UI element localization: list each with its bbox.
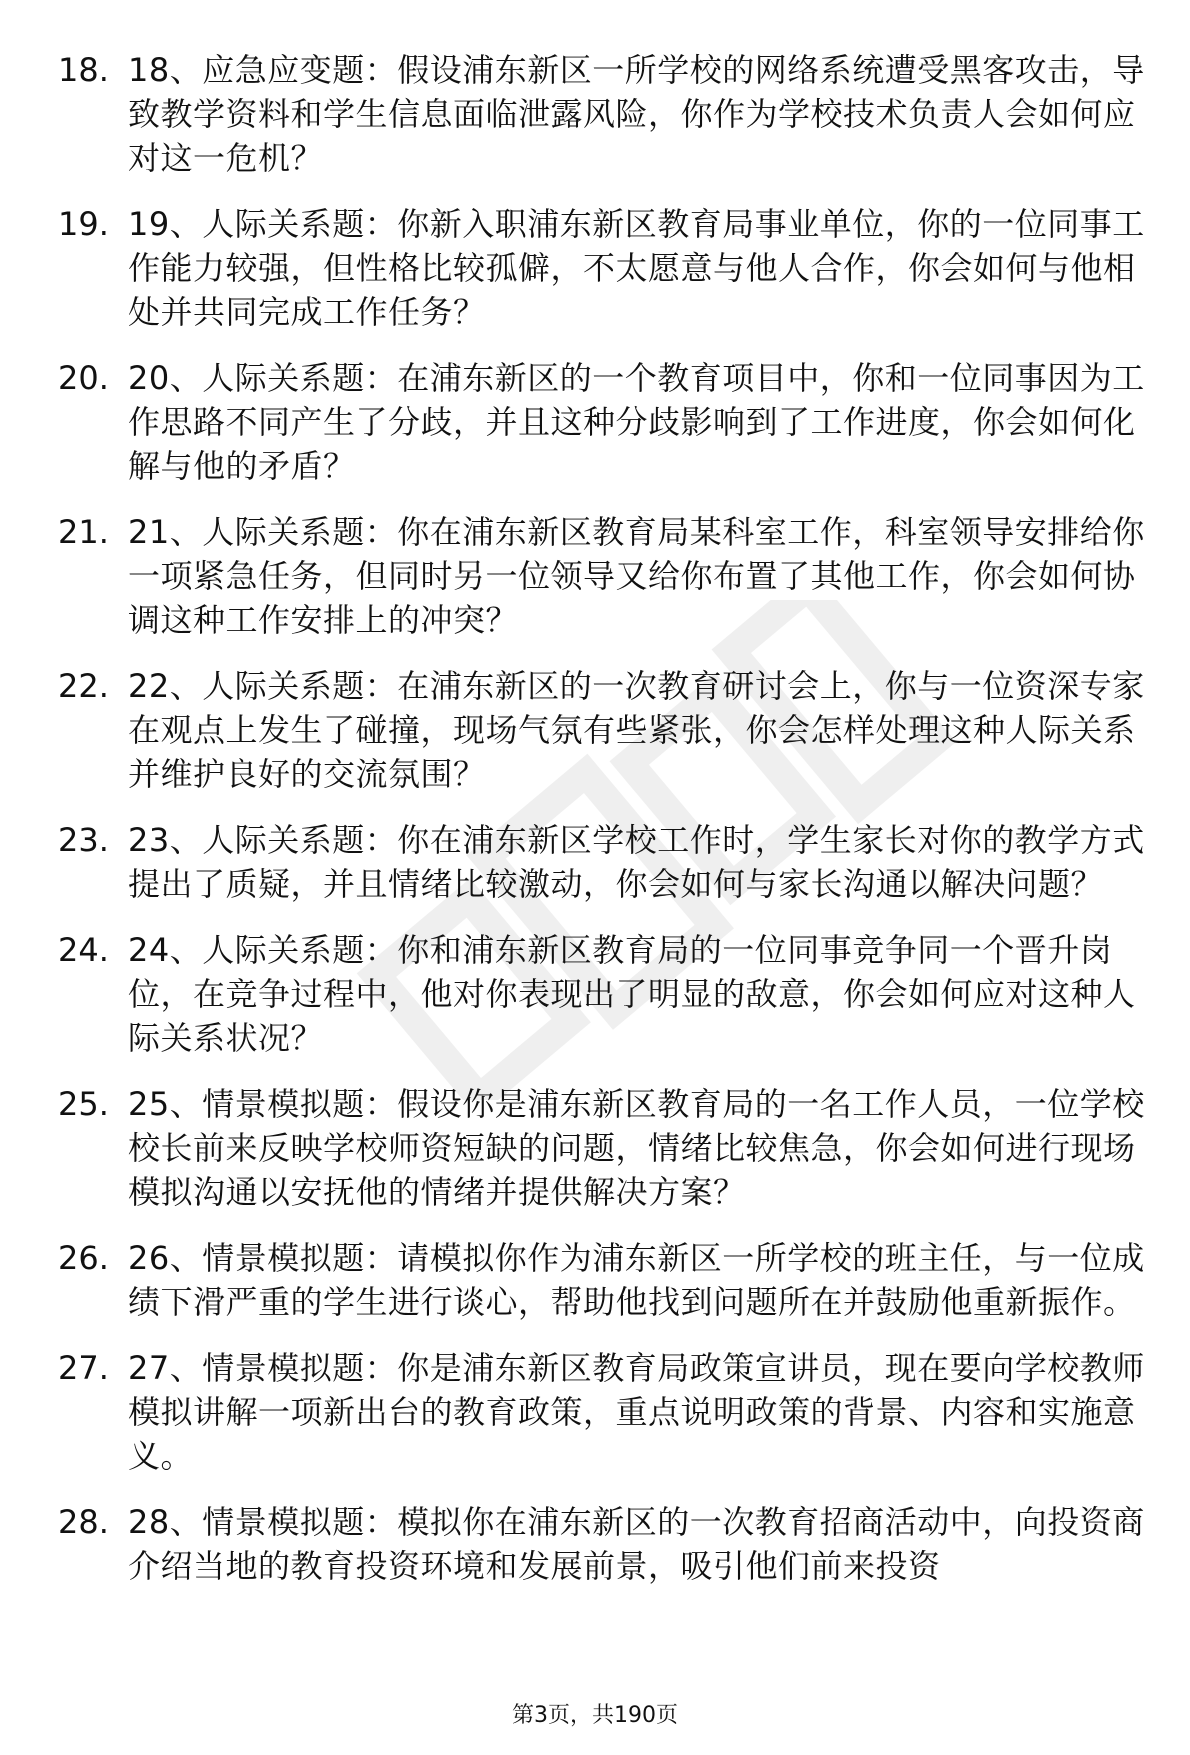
question-number: 28. [58, 1503, 109, 1541]
question-number: 18. [58, 51, 109, 89]
question-number: 26. [58, 1239, 109, 1277]
question-text: 24、人际关系题：你和浦东新区教育局的一位同事竞争同一个晋升岗位，在竞争过程中，他对你表现出了明显的敌意，你会如何应对这种人际关系状况？ [128, 931, 1136, 1057]
list-item [0, 1500, 1190, 1588]
question-number: 24. [58, 931, 109, 969]
question-number: 22. [58, 667, 109, 705]
question-number: 27. [58, 1349, 109, 1387]
question-number: 20. [58, 359, 109, 397]
list-item [0, 928, 1190, 1060]
question-text: 28、情景模拟题：模拟你在浦东新区的一次教育招商活动中，向投资商介绍当地的教育投资环境和发展前景，吸引他们前来投资 [128, 1503, 1145, 1585]
list-item [0, 818, 1190, 906]
list-item [0, 510, 1190, 642]
question-text: 20、人际关系题：在浦东新区的一个教育项目中，你和一位同事因为工作思路不同产生了分歧，并且这种分歧影响到了工作进度，你会如何化解与他的矛盾？ [128, 359, 1145, 485]
list-item [0, 1346, 1190, 1478]
question-text: 27、情景模拟题：你是浦东新区教育局政策宣讲员，现在要向学校教师模拟讲解一项新出台的教育政策，重点说明政策的背景、内容和实施意义。 [128, 1349, 1145, 1475]
question-list [0, 48, 1190, 1610]
list-item [0, 1082, 1190, 1214]
question-text: 23、人际关系题：你在浦东新区学校工作时，学生家长对你的教学方式提出了质疑，并且情绪比较激动，你会如何与家长沟通以解决问题？ [128, 821, 1145, 903]
list-item [0, 664, 1190, 796]
question-number: 21. [58, 513, 109, 551]
list-item [0, 202, 1190, 334]
list-item [0, 48, 1190, 180]
question-text: 18、应急应变题：假设浦东新区一所学校的网络系统遭受黑客攻击，导致教学资料和学生信息面临泄露风险，你作为学校技术负责人会如何应对这一危机？ [128, 51, 1145, 177]
list-item [0, 1236, 1190, 1324]
list-item [0, 356, 1190, 488]
page-footer: 第3页，共190页 [512, 1703, 678, 1728]
question-text: 26、情景模拟题：请模拟你作为浦东新区一所学校的班主任，与一位成绩下滑严重的学生进行谈心，帮助他找到问题所在并鼓励他重新振作。 [128, 1239, 1145, 1321]
question-number: 23. [58, 821, 109, 859]
question-number: 25. [58, 1085, 109, 1123]
question-text: 22、人际关系题：在浦东新区的一次教育研讨会上，你与一位资深专家在观点上发生了碰撞，现场气氛有些紧张，你会怎样处理这种人际关系并维护良好的交流氛围？ [128, 667, 1145, 793]
question-number: 19. [58, 205, 109, 243]
question-text: 19、人际关系题：你新入职浦东新区教育局事业单位，你的一位同事工作能力较强，但性格比较孤僻，不太愿意与他人合作，你会如何与他相处并共同完成工作任务？ [128, 205, 1145, 331]
question-text: 25、情景模拟题：假设你是浦东新区教育局的一名工作人员，一位学校校长前来反映学校师资短缺的问题，情绪比较焦急，你会如何进行现场模拟沟通以安抚他的情绪并提供解决方案？ [128, 1085, 1145, 1211]
question-text: 21、人际关系题：你在浦东新区教育局某科室工作，科室领导安排给你一项紧急任务，但同时另一位领导又给你布置了其他工作，你会如何协调这种工作安排上的冲突？ [128, 513, 1145, 639]
